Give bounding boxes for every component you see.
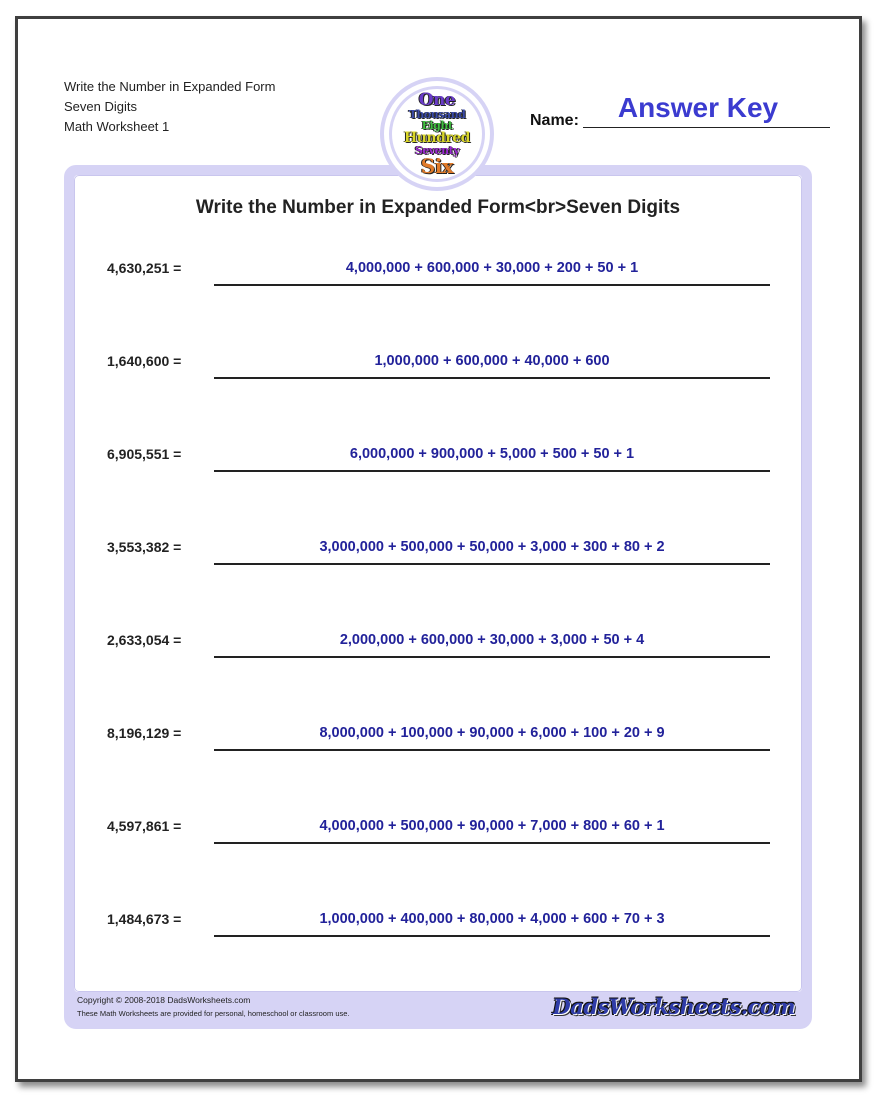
problem-answer: 1,000,000 + 400,000 + 80,000 + 4,000 + 600 + 70 + 3 bbox=[319, 911, 665, 927]
answer-key-label: Answer Key bbox=[617, 92, 779, 123]
answer-line bbox=[214, 563, 770, 565]
badge-word: Thousand bbox=[408, 108, 466, 121]
number-words-badge-icon bbox=[380, 77, 494, 191]
problem-answer: 2,000,000 + 600,000 + 30,000 + 3,000 + 50 + 4 bbox=[339, 632, 645, 648]
header-worksheet-number: Math Worksheet 1 bbox=[64, 119, 170, 134]
problem-answer: 8,000,000 + 100,000 + 90,000 + 6,000 + 100 + 20 + 9 bbox=[319, 725, 665, 741]
problem-answer: 3,000,000 + 500,000 + 50,000 + 3,000 + 300 + 80 + 2 bbox=[319, 539, 665, 555]
badge-word: One bbox=[418, 90, 456, 110]
problem-number: 4,630,251 = bbox=[107, 260, 182, 276]
problem-number: 4,597,861 = bbox=[107, 818, 182, 834]
dadsworksheets-logo: DadsWorksheets.com bbox=[552, 994, 795, 1019]
problem-row bbox=[74, 632, 802, 672]
header-subtitle: Seven Digits bbox=[64, 99, 137, 114]
worksheet-title: Write the Number in Expanded Form<br>Seven Digits bbox=[195, 197, 681, 218]
worksheet-footer bbox=[69, 992, 807, 1024]
problem-answer: 1,000,000 + 600,000 + 40,000 + 600 bbox=[374, 353, 610, 369]
badge-inner-ring bbox=[389, 86, 485, 182]
problem-row bbox=[74, 353, 802, 393]
name-field-line bbox=[583, 127, 830, 128]
problem-answer: 6,000,000 + 900,000 + 5,000 + 500 + 50 + 1 bbox=[349, 446, 635, 462]
answer-line bbox=[214, 377, 770, 379]
problem-number: 3,553,382 = bbox=[107, 539, 182, 555]
problem-answer: 4,000,000 + 500,000 + 90,000 + 7,000 + 800 + 60 + 1 bbox=[319, 818, 665, 834]
problem-row bbox=[74, 818, 802, 858]
answer-line bbox=[214, 935, 770, 937]
problems-area bbox=[72, 173, 804, 994]
problem-row bbox=[74, 260, 802, 300]
problem-number: 1,484,673 = bbox=[107, 911, 182, 927]
problem-number: 1,640,600 = bbox=[107, 353, 182, 369]
badge-word: Hundred bbox=[404, 130, 470, 146]
badge-word: Eight bbox=[421, 119, 453, 132]
problem-number: 2,633,054 = bbox=[107, 632, 182, 648]
answer-line bbox=[214, 284, 770, 286]
badge-word: Seventy bbox=[414, 144, 460, 157]
problem-number: 6,905,551 = bbox=[107, 446, 182, 462]
answer-line bbox=[214, 470, 770, 472]
worksheet-panel bbox=[64, 165, 812, 1029]
problem-number: 8,196,129 = bbox=[107, 725, 182, 741]
problem-answer: 4,000,000 + 600,000 + 30,000 + 200 + 50 + 1 bbox=[345, 260, 639, 276]
name-label: Name: bbox=[530, 112, 579, 129]
copyright-text: Copyright © 2008-2018 DadsWorksheets.com bbox=[77, 995, 251, 1005]
problem-row bbox=[74, 446, 802, 486]
problem-row bbox=[74, 911, 802, 951]
answer-line bbox=[214, 656, 770, 658]
answer-line bbox=[214, 842, 770, 844]
problem-row bbox=[74, 539, 802, 579]
header-title: Write the Number in Expanded Form bbox=[64, 79, 276, 94]
badge-word: Six bbox=[420, 154, 454, 178]
answer-line bbox=[214, 749, 770, 751]
worksheet-header-info bbox=[64, 77, 275, 137]
problem-row bbox=[74, 725, 802, 765]
usage-notice: These Math Worksheets are provided for personal, homeschool or classroom use. bbox=[77, 1009, 350, 1018]
